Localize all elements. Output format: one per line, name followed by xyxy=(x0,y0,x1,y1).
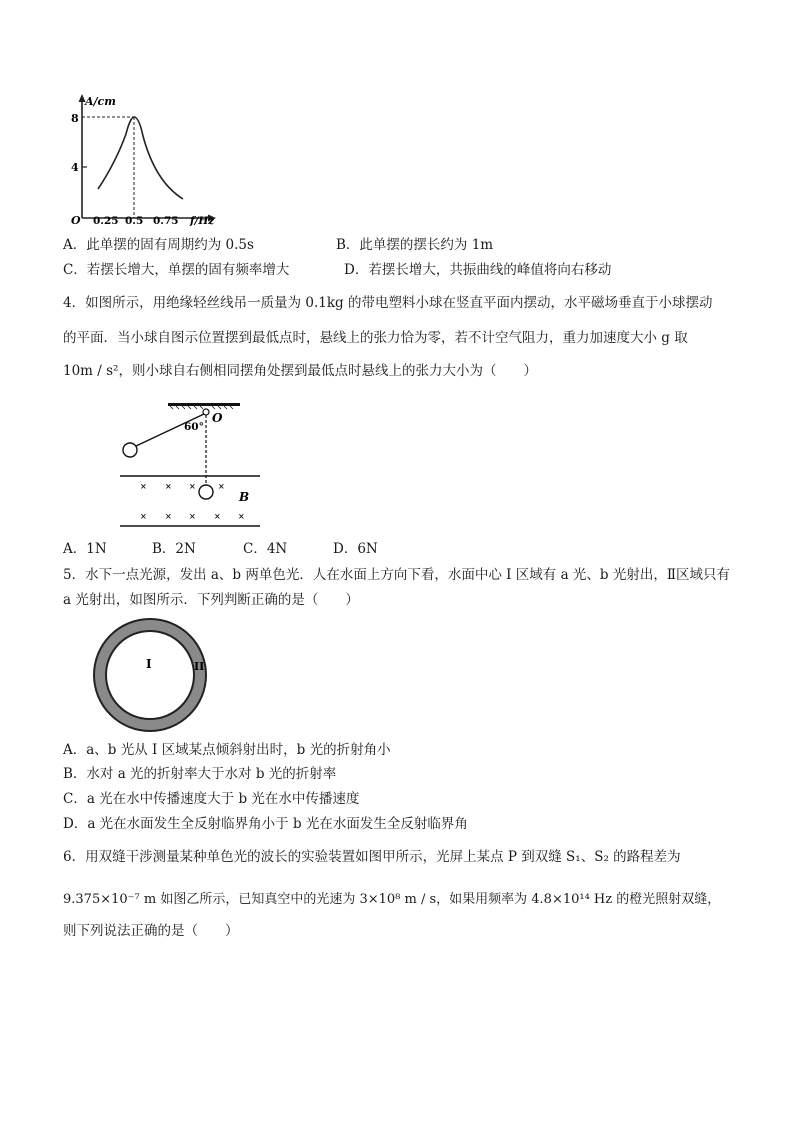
q3-option-c: C．若摆长增大，单摆的固有频率增大 xyxy=(63,262,290,278)
region-i-label: I xyxy=(146,657,152,671)
q5-stem-line1: 5．水下一点光源，发出 a、b 两单色光．人在水面上方向下看，水面中心 I 区域有 a 光、b 光射出，Ⅱ区域只有 xyxy=(63,567,731,583)
ceiling-hatch xyxy=(170,406,233,409)
x-tick-label-0.75: 0.75 xyxy=(153,215,179,227)
q3-option-d: D．若摆长增大，共振曲线的峰值将向右移动 xyxy=(344,262,612,278)
y-axis-label: A/cm xyxy=(85,95,116,108)
q5-option-d: D．a 光在水面发生全反射临界角小于 b 光在水面发生全反射临界角 xyxy=(63,816,468,832)
svg-text:×: × xyxy=(189,481,196,491)
q4-stem-line1: 4．如图所示，用绝缘轻丝线吊一质量为 0.1kg 的带电塑料小球在竖直平面内摆动，水平磁场垂直于小球摆动 xyxy=(63,295,713,311)
resonance-curve xyxy=(98,117,183,199)
svg-text:×: × xyxy=(165,481,172,491)
svg-text:×: × xyxy=(140,511,147,521)
y-tick-label-4: 4 xyxy=(71,161,79,174)
x-tick-label-0.5: 0.5 xyxy=(125,215,144,227)
ball-left-position xyxy=(123,443,137,457)
q3-option-b: B．此单摆的摆长约为 1m xyxy=(336,237,494,253)
svg-text:×: × xyxy=(238,511,245,521)
q4-option-a: A．1N xyxy=(63,541,107,557)
q4-option-b: B．2N xyxy=(152,541,196,557)
svg-text:×: × xyxy=(218,481,225,491)
q4-stem-line3: 10m / s²，则小球自右侧相同摆角处摆到最低点时悬线上的张力大小为（ ） xyxy=(63,363,537,379)
magnetic-field-crosses xyxy=(140,481,245,521)
svg-text:×: × xyxy=(140,481,147,491)
svg-text:×: × xyxy=(214,511,221,521)
ceiling-bar xyxy=(168,403,240,406)
light-regions-figure xyxy=(88,616,212,736)
q5-stem-line2: a 光射出，如图所示．下列判断正确的是（ ） xyxy=(63,592,359,608)
q4-stem-line2: 的平面．当小球自图示位置摆到最低点时，悬线上的张力恰为零，若不计空气阻力，重力加速度大小 g 取 xyxy=(63,330,688,346)
q5-option-a: A．a、b 光从 I 区域某点倾斜射出时，b 光的折射角小 xyxy=(63,742,391,758)
svg-text:×: × xyxy=(165,511,172,521)
q5-option-b: B．水对 a 光的折射率大于水对 b 光的折射率 xyxy=(63,766,337,782)
q3-option-a: A．此单摆的固有周期约为 0.5s xyxy=(63,237,254,253)
q6-stem-line2: 9.375×10⁻⁷ m 如图乙所示，已知真空中的光速为 3×10⁸ m / s，如果用频率为 4.8×10¹⁴ Hz 的橙光照射双缝， xyxy=(63,892,721,907)
pendulum-magnetic-field-figure xyxy=(112,398,272,530)
x-tick-label-0.25: 0.25 xyxy=(93,215,119,227)
svg-text:×: × xyxy=(189,511,196,521)
ball-lowest-position xyxy=(199,485,213,499)
region-ii-label: II xyxy=(194,660,205,673)
y-tick-label-8: 8 xyxy=(71,112,79,125)
q6-stem-line1: 6．用双缝干涉测量某种单色光的波长的实验装置如图甲所示，光屏上某点 P 到双缝 S₁、S₂ 的路程差为 xyxy=(63,849,681,865)
pivot-label: O xyxy=(212,411,223,425)
angle-label: 60° xyxy=(184,421,204,433)
q5-option-c: C．a 光在水中传播速度大于 b 光在水中传播速度 xyxy=(63,791,360,807)
q4-option-c: C．4N xyxy=(243,541,288,557)
q4-option-d: D．6N xyxy=(333,541,378,557)
q6-stem-line3: 则下列说法正确的是（ ） xyxy=(63,923,239,939)
region-i-disk xyxy=(106,631,194,719)
x-axis-label: f/Hz xyxy=(190,215,215,227)
origin-label: O xyxy=(71,214,81,227)
field-label: B xyxy=(239,490,250,504)
resonance-curve-graph xyxy=(62,92,232,232)
